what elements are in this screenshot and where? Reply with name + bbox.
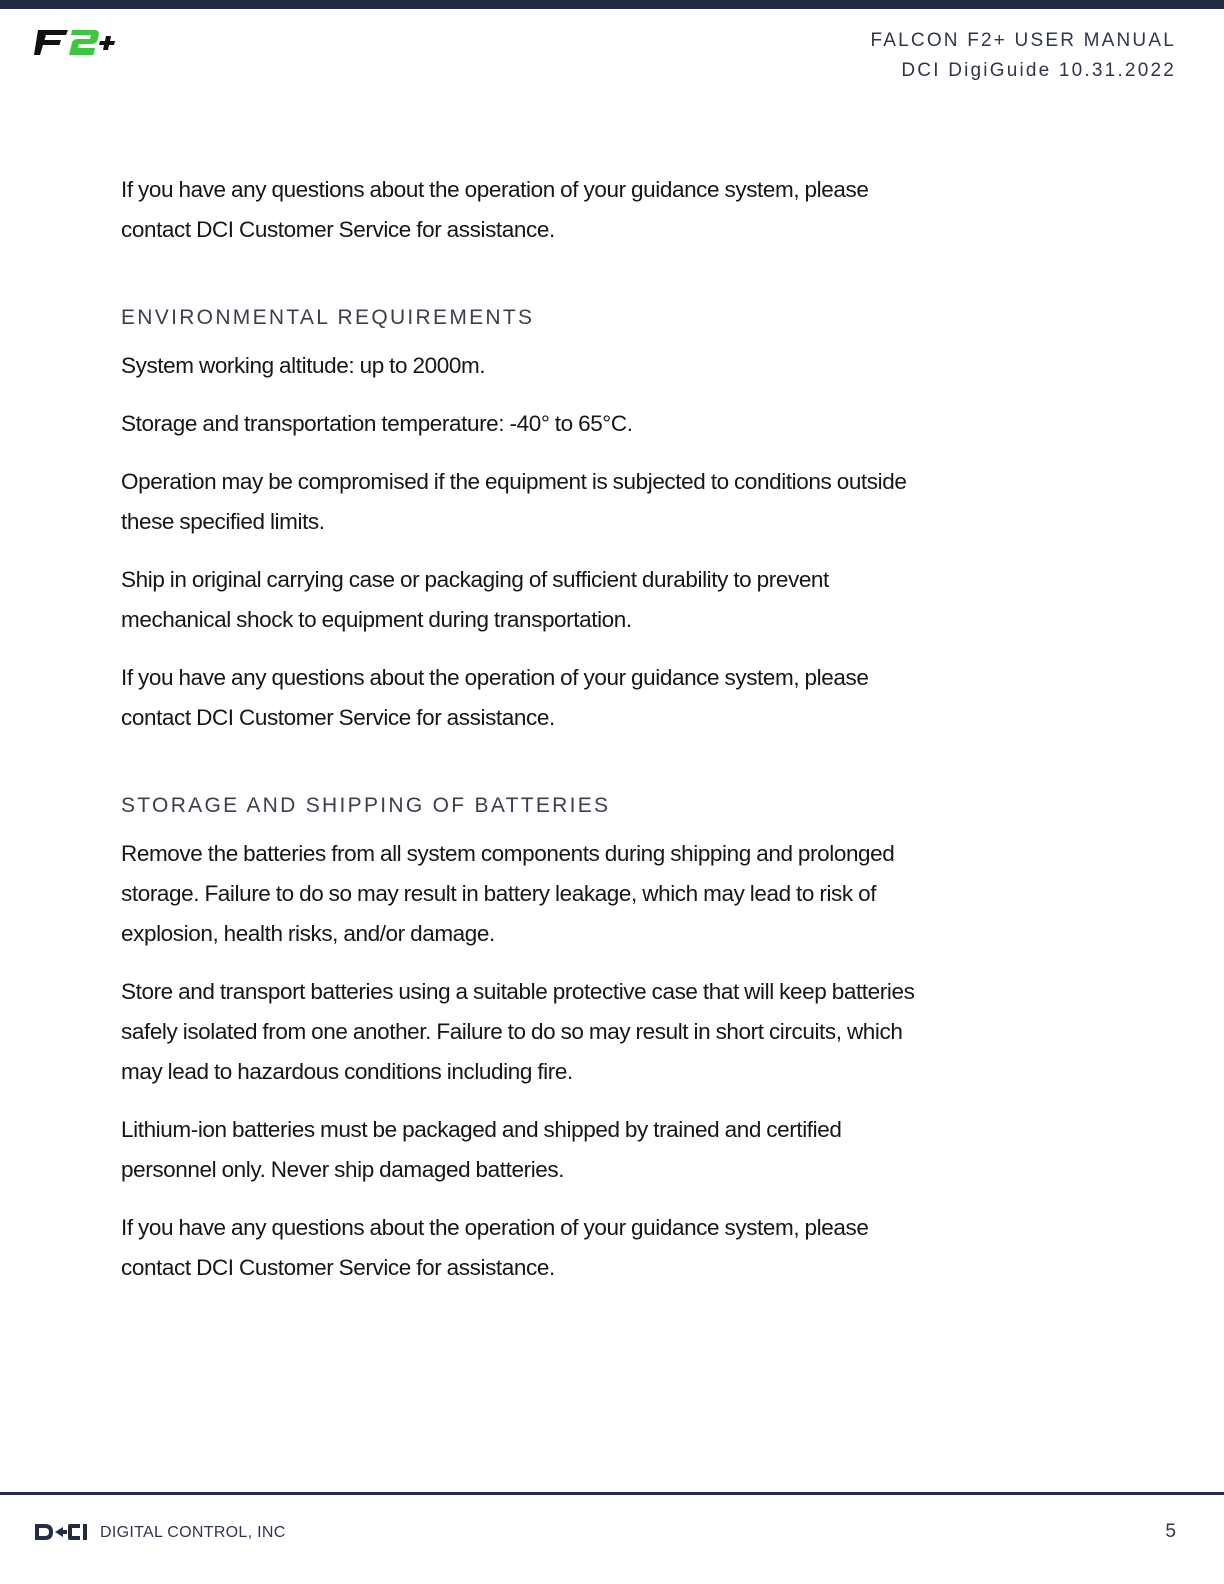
env-paragraph: System working altitude: up to 2000m.: [121, 353, 486, 378]
battery-paragraph: Remove the batteries from all system components during shipping and prolonged storage. Failure to do so may result in battery leakage, which may lead to risk of explosion, health risks, and/or damage.: [121, 841, 895, 946]
intro-paragraph: If you have any questions about the operation of your guidance system, please contact DCI Customer Service for assistance.: [121, 177, 869, 242]
footer-company-name: DIGITAL CONTROL, INC: [100, 1524, 286, 1541]
env-paragraph: Ship in original carrying case or packaging of sufficient durability to prevent mechanical shock to equipment during transportation.: [121, 567, 829, 632]
battery-paragraph: Store and transport batteries using a suitable protective case that will keep batteries safely isolated from one another. Failure to do so may result in short circuits, which may lead to hazardous conditions including fire.: [121, 979, 915, 1084]
footer-divider: [0, 1492, 1224, 1495]
dci-logo: [34, 1521, 90, 1543]
dci-logo-graphic: [34, 1521, 90, 1543]
section-heading-batteries: STORAGE AND SHIPPING OF BATTERIES: [121, 794, 611, 817]
f2-plus-logo: [34, 24, 126, 60]
battery-paragraph: If you have any questions about the operation of your guidance system, please contact DCI Customer Service for assistance.: [121, 1215, 869, 1280]
header-meta: [871, 26, 1177, 86]
env-paragraph: If you have any questions about the operation of your guidance system, please contact DCI Customer Service for assistance.: [121, 665, 869, 730]
main-content: [121, 170, 921, 1306]
battery-paragraph: Lithium-ion batteries must be packaged and shipped by trained and certified personnel only. Never ship damaged batteries.: [121, 1117, 842, 1182]
guide-version: DCI DigiGuide 10.31.2022: [901, 60, 1176, 81]
top-bar: [0, 0, 1224, 9]
section-heading-environmental: ENVIRONMENTAL REQUIREMENTS: [121, 306, 535, 329]
page-number: 5: [1165, 1521, 1176, 1542]
env-paragraph: Storage and transportation temperature: -40° to 65°C.: [121, 411, 633, 436]
env-paragraph: Operation may be compromised if the equipment is subjected to conditions outside these specified limits.: [121, 469, 907, 534]
manual-title: FALCON F2+ USER MANUAL: [870, 30, 1176, 51]
f2-plus-logo-graphic: [34, 24, 126, 60]
